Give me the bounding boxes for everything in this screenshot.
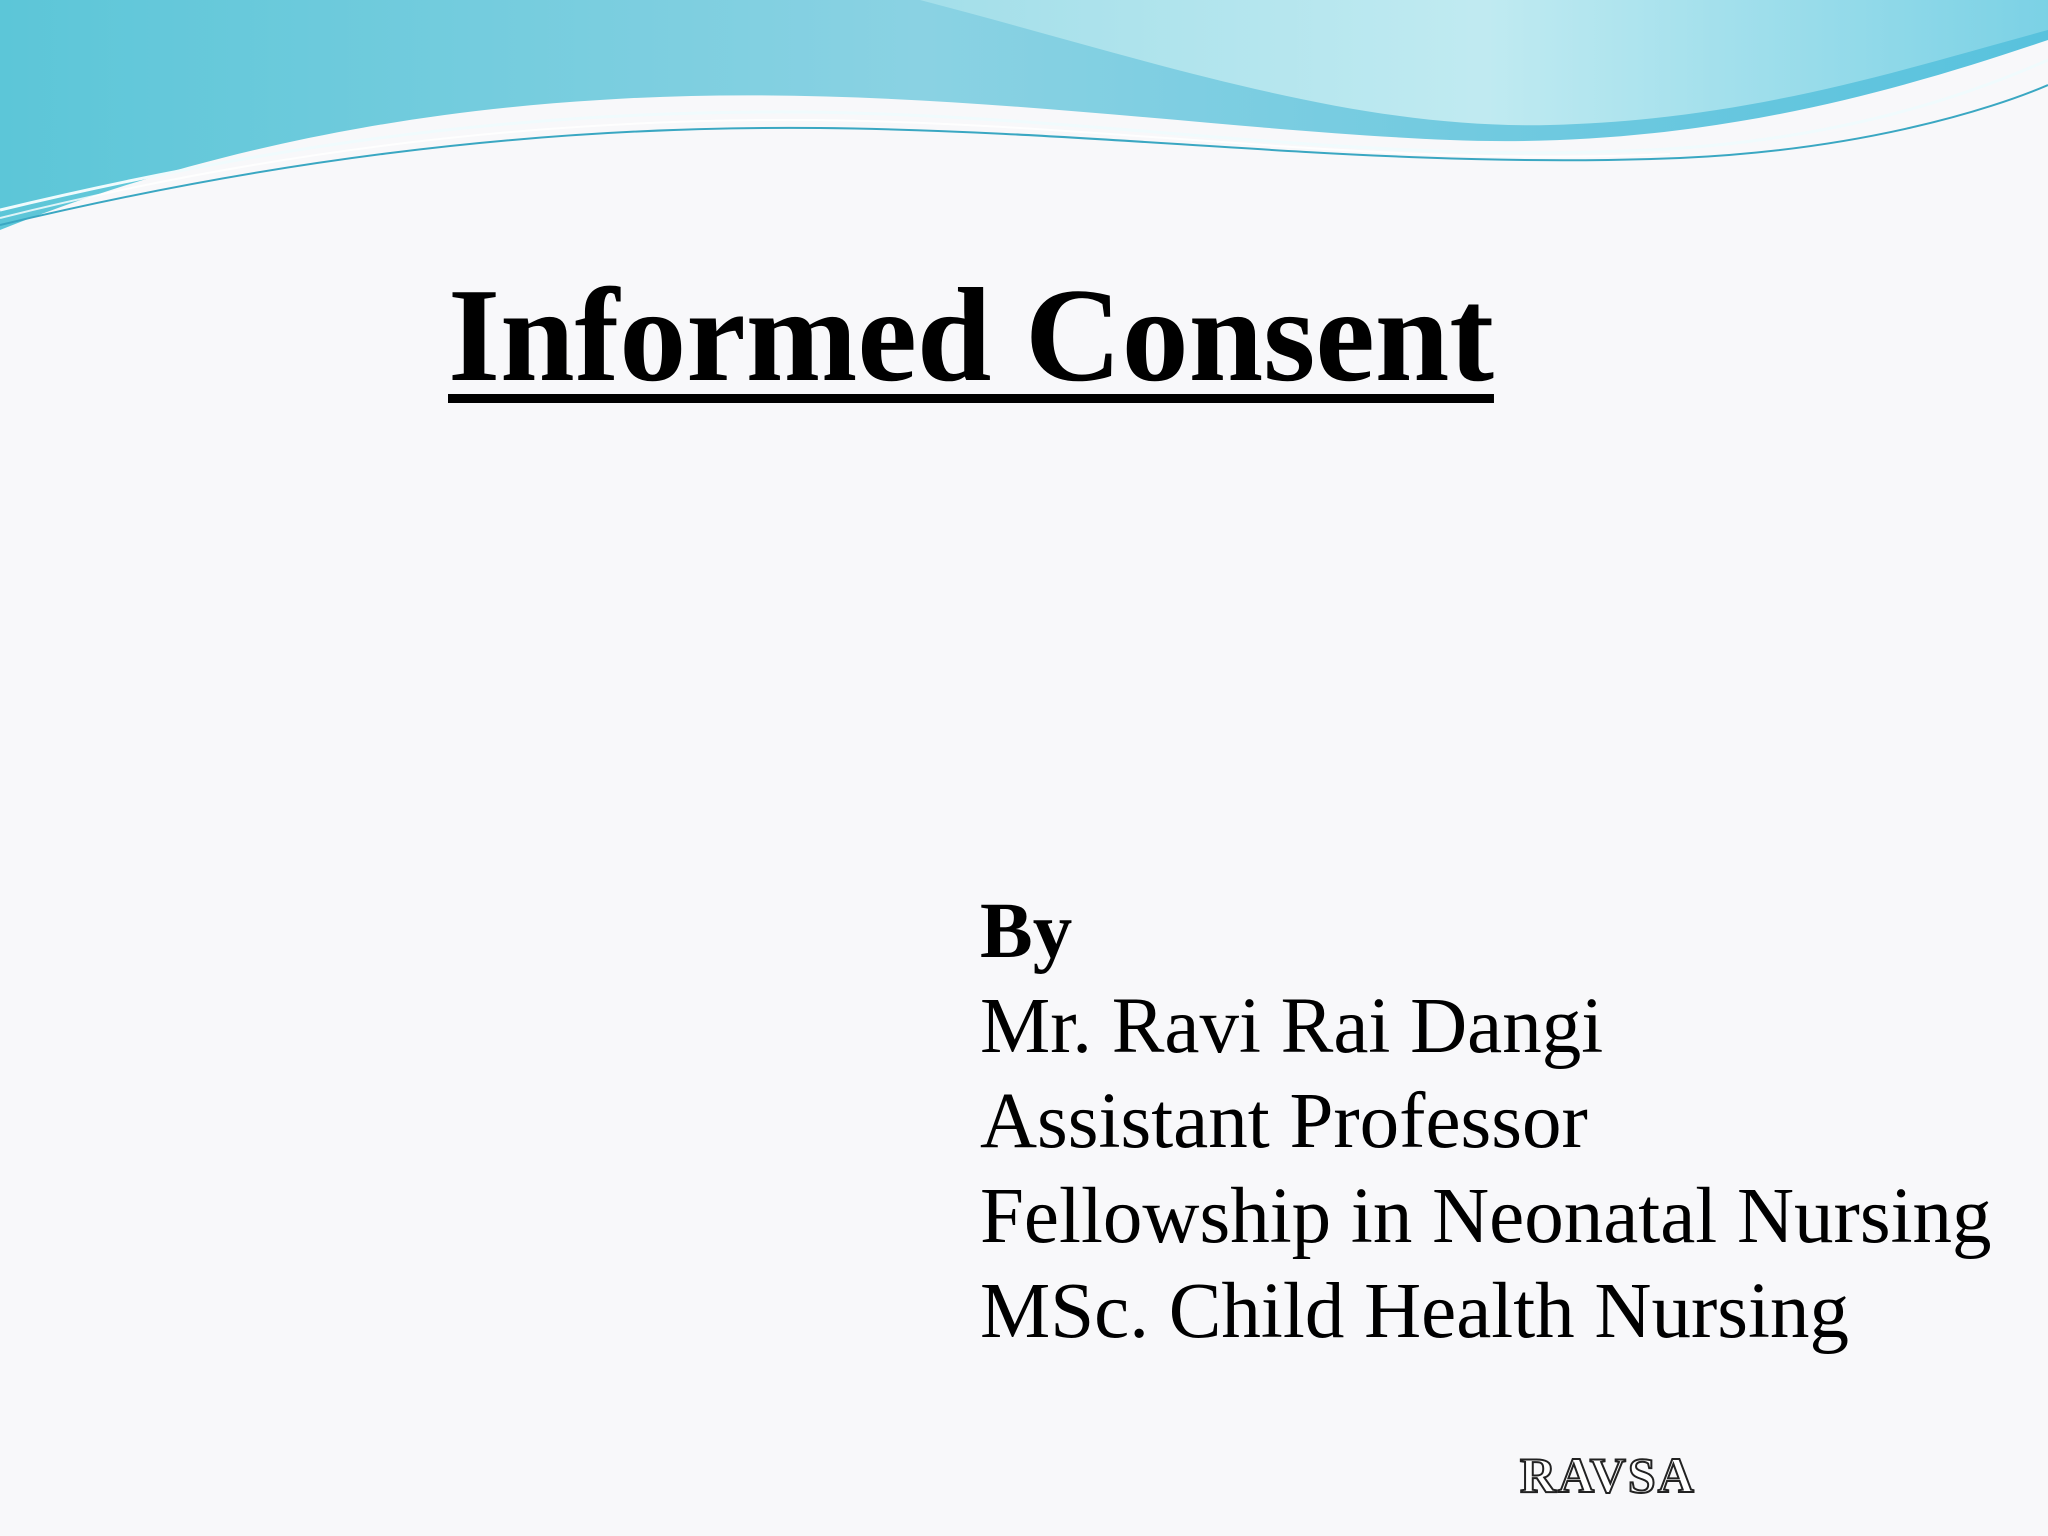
author-block [980,884,1992,1359]
by-label: By [980,888,1073,975]
author-position: Assistant Professor [980,1078,1588,1165]
slide-title: Informed Consent [448,261,1494,409]
header-wave-decoration [0,0,2048,260]
author-fellowship: Fellowship in Neonatal Nursing [980,1173,1992,1260]
author-degree: MSc. Child Health Nursing [980,1268,1849,1355]
author-name: Mr. Ravi Rai Dangi [980,983,1604,1070]
watermark-text: RAVSA [1520,1447,1696,1503]
